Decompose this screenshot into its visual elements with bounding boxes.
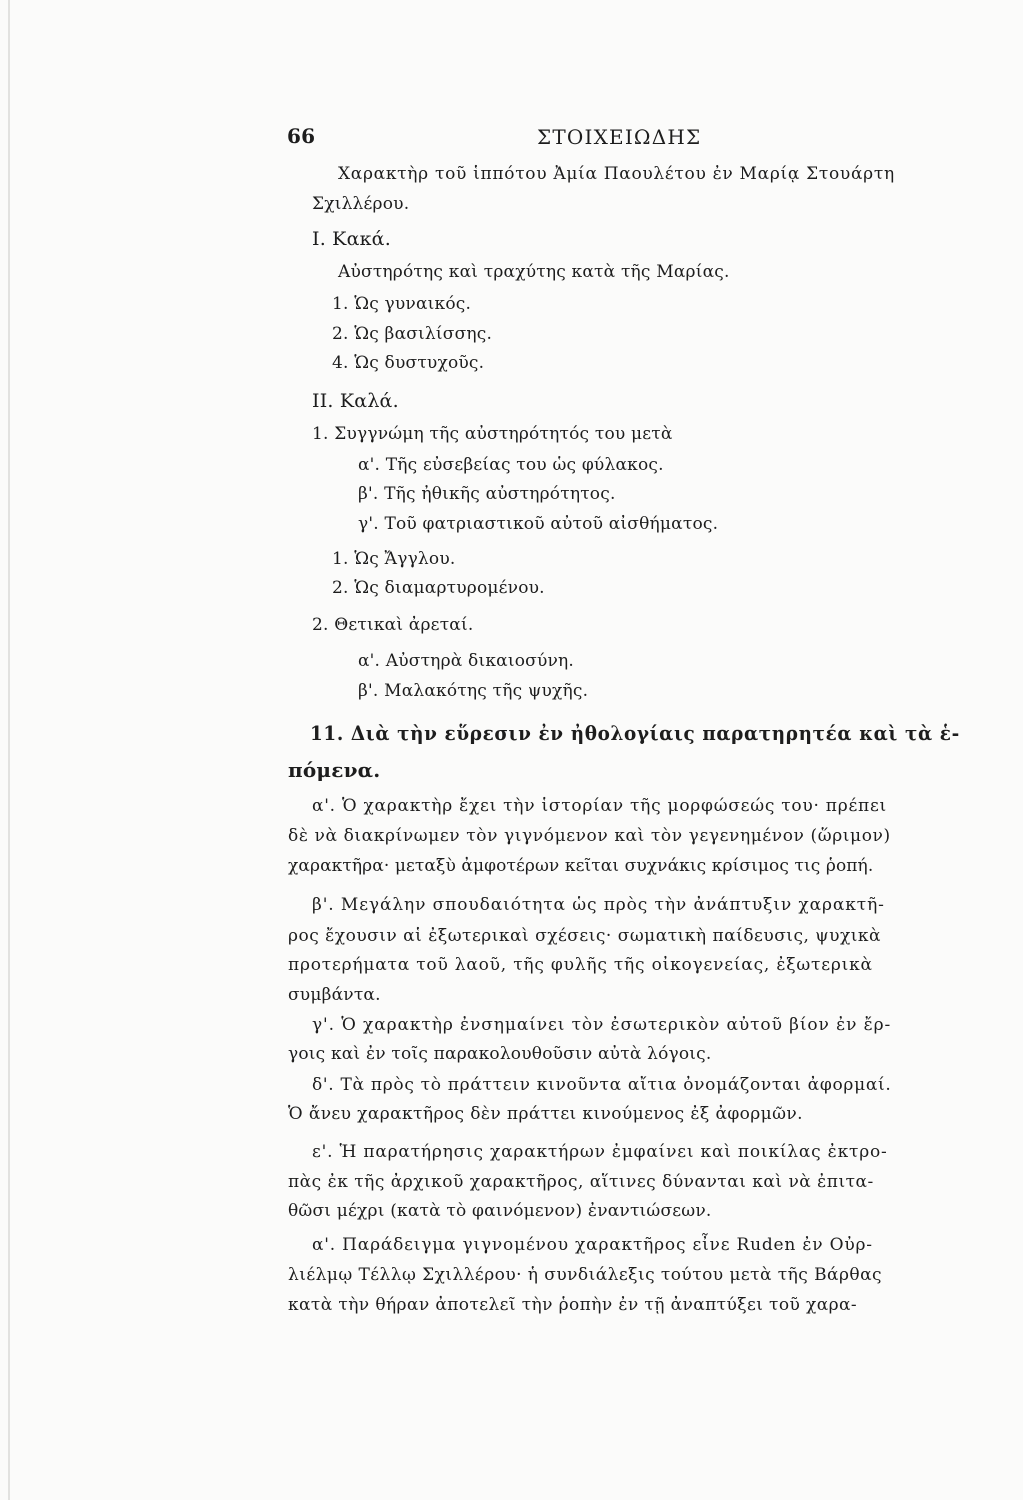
text-line: πὰς ἐκ τῆς ἀρχικοῦ χαρακτῆρος, αἵτινες δύνανται καὶ νὰ ἐπιτα- bbox=[288, 1172, 874, 1192]
text-line: α'. Ὁ χαρακτὴρ ἔχει τὴν ἱστορίαν τῆς μορφώσεώς του· πρέπει bbox=[312, 796, 887, 816]
text-line: ρος ἔχουσιν αἱ ἐξωτερικαὶ σχέσεις· σωματικὴ παίδευσις, ψυχικὰ bbox=[288, 926, 882, 946]
text-line: γ'. Ὁ χαρακτὴρ ἐνσημαίνει τὸν ἐσωτερικὸν αὐτοῦ βίον ἐν ἔρ- bbox=[312, 1015, 892, 1035]
text-line: 2. Ὡς διαμαρτυρομένου. bbox=[332, 578, 545, 598]
running-head: ΣΤΟΙΧΕΙΩΔΗΣ bbox=[537, 125, 702, 149]
text-line: δ'. Τὰ πρὸς τὸ πράττειν κινοῦντα αἴτια ὀνομάζονται ἀφορμαί. bbox=[312, 1075, 892, 1095]
text-line: α'. Παράδειγμα γιγνομένου χαρακτῆρος εἶνε Ruden ἐν Οὐρ- bbox=[312, 1235, 873, 1255]
text-line: 2. Θετικαὶ ἀρεταί. bbox=[312, 615, 474, 635]
page-number: 66 bbox=[287, 124, 316, 148]
text-line: προτερήματα τοῦ λαοῦ, τῆς φυλῆς τῆς οἰκογενείας, ἐξωτερικὰ bbox=[288, 955, 873, 975]
text-line: χαρακτῆρα· μεταξὺ ἀμφοτέρων κεῖται συχνάκις κρίσιμος τις ῥοπή. bbox=[288, 856, 874, 876]
text-line: 1. Ὡς Ἄγγλου. bbox=[332, 549, 456, 569]
text-line: Αὐστηρότης καὶ τραχύτης κατὰ τῆς Μαρίας. bbox=[338, 262, 730, 282]
section-heading: 11. Διὰ τὴν εὕρεσιν ἐν ἠθολογίαις παρατηρητέα καὶ τὰ ἑ- bbox=[310, 721, 960, 745]
text-line: 2. Ὡς βασιλίσσης. bbox=[332, 324, 493, 344]
section-heading: πόμενα. bbox=[288, 758, 381, 782]
text-line: ε'. Ἡ παρατήρησις χαρακτήρων ἐμφαίνει καὶ ποικίλας ἐκτρο- bbox=[312, 1142, 888, 1162]
text-line: II. Καλά. bbox=[312, 390, 399, 412]
text-line: Χαρακτὴρ τοῦ ἱππότου Ἀμία Παουλέτου ἐν Μαρίᾳ Στουάρτη bbox=[338, 164, 895, 184]
text-line: I. Κακά. bbox=[312, 228, 391, 250]
text-line: β'. Μαλακότης τῆς ψυχῆς. bbox=[358, 681, 589, 701]
text-line: γοις καὶ ἐν τοῖς παρακολουθοῦσιν αὐτὰ λόγοις. bbox=[288, 1044, 712, 1064]
text-line: γ'. Τοῦ φατριαστικοῦ αὐτοῦ αἰσθήματος. bbox=[358, 514, 719, 534]
text-line: β'. Τῆς ἠθικῆς αὐστηρότητος. bbox=[358, 484, 616, 504]
page-fold bbox=[8, 0, 10, 1500]
text-line: λιέλμῳ Τέλλῳ Σχιλλέρου· ἡ συνδιάλεξις τούτου μετὰ τῆς Βάρθας bbox=[288, 1265, 883, 1285]
text-line: β'. Μεγάλην σπουδαιότητα ὡς πρὸς τὴν ἀνάπτυξιν χαρακτῆ- bbox=[312, 895, 885, 915]
text-line: δὲ νὰ διακρίνωμεν τὸν γιγνόμενον καὶ τὸν γεγενημένον (ὥριμον) bbox=[288, 826, 891, 846]
text-line: Ὁ ἄνευ χαρακτῆρος δὲν πράττει κινούμενος ἐξ ἀφορμῶν. bbox=[288, 1104, 803, 1124]
text-line: 4. Ὡς δυστυχοῦς. bbox=[332, 353, 485, 373]
text-line: 1. Συγγνώμη τῆς αὐστηρότητός του μετὰ bbox=[312, 424, 673, 444]
text-line: α'. Αὐστηρὰ δικαιοσύνη. bbox=[358, 651, 575, 671]
text-line: συμβάντα. bbox=[288, 985, 381, 1005]
text-line: θῶσι μέχρι (κατὰ τὸ φαινόμενον) ἐναντιώσεων. bbox=[288, 1201, 712, 1221]
text-line: 1. Ὡς γυναικός. bbox=[332, 294, 472, 314]
text-line: κατὰ τὴν θήραν ἀποτελεῖ τὴν ῥοπὴν ἐν τῇ ἀναπτύξει τοῦ χαρα- bbox=[288, 1295, 858, 1315]
text-line: α'. Τῆς εὐσεβείας του ὡς φύλακος. bbox=[358, 455, 664, 475]
text-line: Σχιλλέρου. bbox=[312, 194, 410, 214]
